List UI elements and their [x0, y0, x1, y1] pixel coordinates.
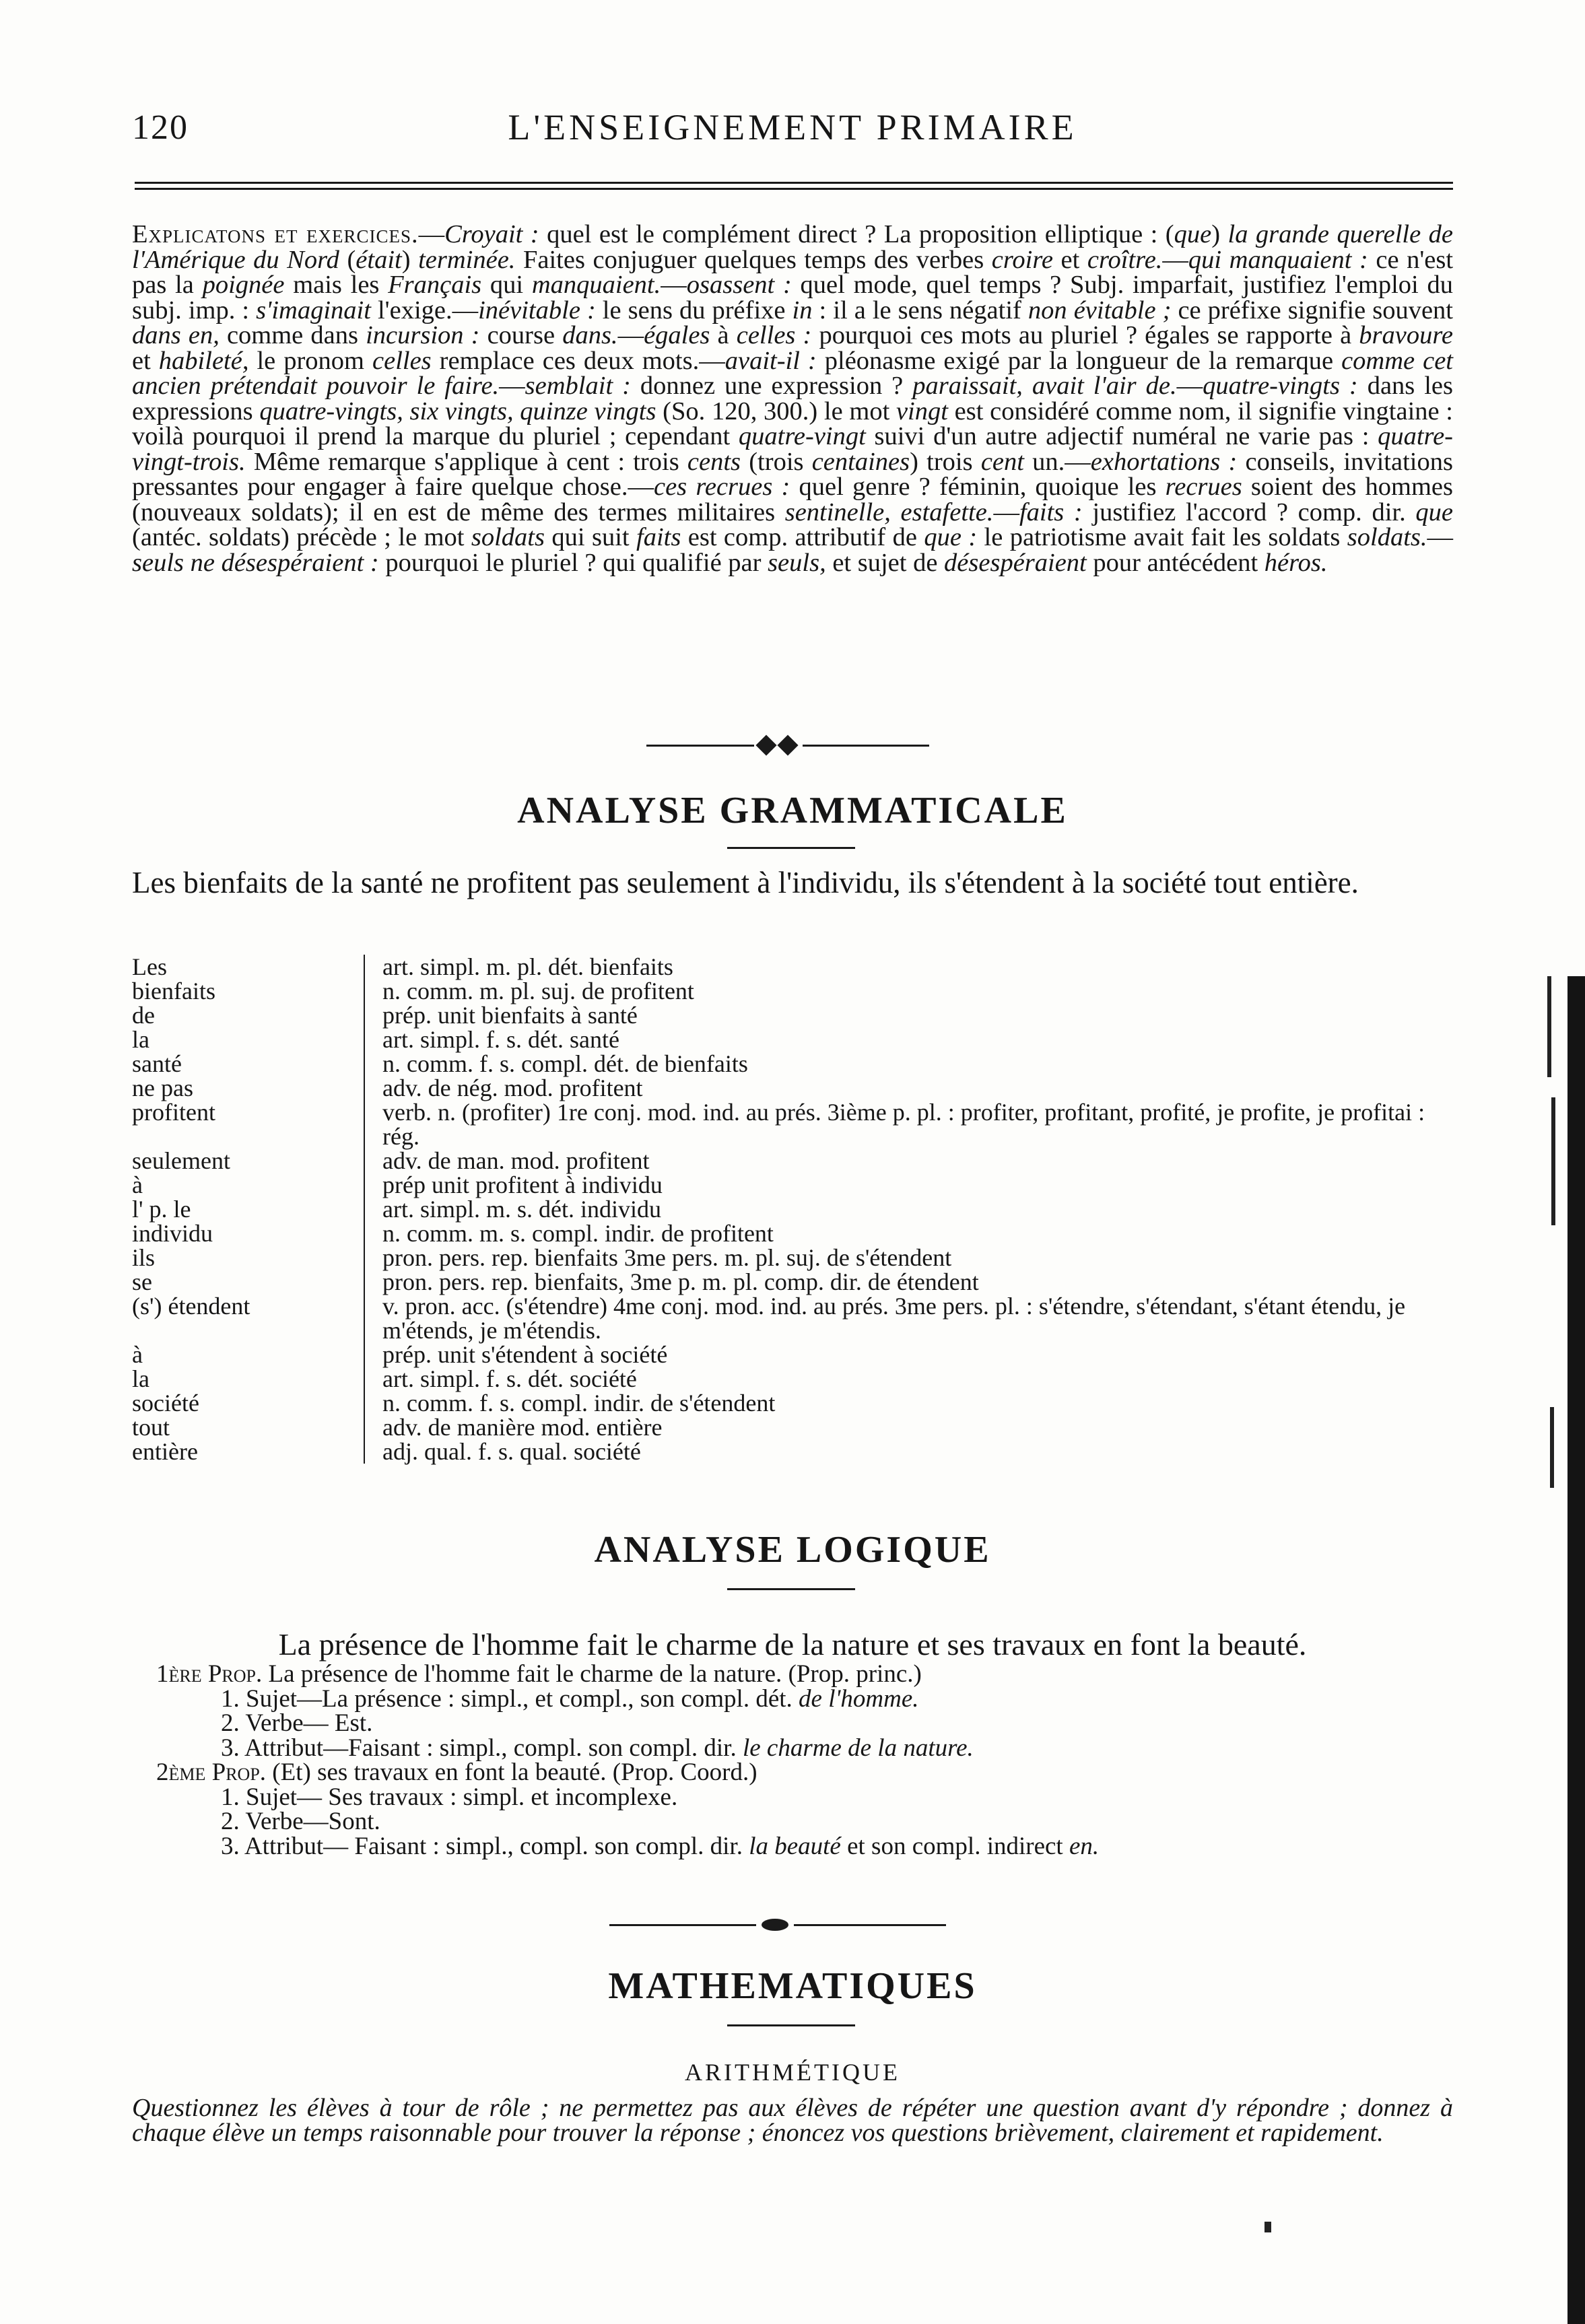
- explanation-run: centaines: [811, 447, 910, 476]
- scan-edge-tick: [1551, 1097, 1555, 1225]
- logical-analysis-line: [132, 1758, 1453, 1786]
- analyse-logique-sentence: La présence de l'homme fait le charme de la nature et ses travaux en font la beauté.: [278, 1627, 1307, 1662]
- word-analysis: n. comm. f. s. compl. indir. de s'étendent: [364, 1391, 1453, 1415]
- explanation-run: la grande querelle de l'Amérique du Nord: [132, 220, 1453, 274]
- logical-analysis-run: 2ème Prop.: [156, 1758, 267, 1786]
- analysis-row: [132, 1221, 1453, 1245]
- explanation-run: et sujet de: [825, 548, 945, 577]
- analyzed-word: profitent: [132, 1099, 215, 1126]
- explanations-body: [132, 220, 1453, 577]
- explanation-run: bravoure: [1359, 321, 1453, 349]
- analyzed-word: (s') étendent: [132, 1293, 250, 1320]
- scan-edge-tick: [1550, 1407, 1554, 1488]
- mathematiques-title: MATHEMATIQUES: [608, 1965, 977, 2007]
- explanation-run: le patriotisme avait fait les soldats: [977, 523, 1347, 551]
- page-number: 120: [132, 108, 189, 147]
- explanation-run: Français: [388, 271, 482, 299]
- explanation-run: un.—: [1023, 447, 1091, 476]
- explanation-run: dans les expressions: [132, 372, 1453, 425]
- word-analysis: n. comm. m. pl. suj. de profitent: [364, 979, 1453, 1003]
- word-analysis: adv. de man. mod. profitent: [364, 1149, 1453, 1173]
- logical-analysis-run: 2. Verbe—Sont.: [221, 1808, 380, 1835]
- analysis-row: [132, 979, 1453, 1003]
- analyzed-word: bienfaits: [132, 978, 215, 1004]
- explanation-run: pour antécédent: [1086, 548, 1264, 577]
- explanation-run: seuls ne désespéraient :: [132, 548, 379, 577]
- explanation-run: recrues: [1165, 473, 1242, 501]
- analysis-row: [132, 1415, 1453, 1439]
- analyzed-word: se: [132, 1268, 152, 1295]
- explanation-run: se rapporte à: [1209, 321, 1359, 349]
- explanation-run: mais les: [284, 271, 389, 299]
- explanation-run: à: [710, 321, 737, 349]
- explanation-run: que: [1174, 220, 1212, 248]
- explanation-run: conseils, invitations pressantes pour engager à faire quelque chose.—: [132, 447, 1453, 501]
- explanation-run: course: [479, 321, 563, 349]
- analyzed-word: l' p. le: [132, 1196, 191, 1223]
- explanation-run: qui manquaient :: [1188, 245, 1368, 274]
- logical-analysis-run: 2. Verbe— Est.: [221, 1709, 373, 1737]
- grammatical-analysis-table: [132, 955, 1453, 1464]
- explanation-run: qui: [481, 271, 532, 299]
- word-analysis: pron. pers. rep. bienfaits, 3me p. m. pl. comp. dir. de étendent: [364, 1270, 1453, 1294]
- explanation-run: —: [499, 372, 525, 400]
- explanations-paragraph: [132, 222, 1453, 576]
- analysis-row: [132, 1342, 1453, 1367]
- logical-analysis-line: [132, 1785, 1453, 1810]
- explanation-run: s'imaginait: [256, 296, 371, 324]
- word-analysis: verb. n. (profiter) 1re conj. mod. ind. au prés. 3ième p. pl. : profiter, profitant, profité, je profite, je profitai : rég.: [364, 1100, 1453, 1149]
- explanation-run: quatre-vingt-trois.: [132, 422, 1453, 476]
- header-rule-bottom: [135, 188, 1453, 190]
- analyzed-word: santé: [132, 1050, 182, 1077]
- separator-ornament: [762, 1919, 788, 1931]
- word-analysis: n. comm. f. s. compl. dét. de bienfaits: [364, 1052, 1453, 1076]
- analyzed-word: seulement: [132, 1147, 230, 1174]
- scan-edge: [1535, 976, 1585, 2324]
- word-analysis: v. pron. acc. (s'étendre) 4me conj. mod. ind. au prés. 3me pers. pl. : s'étendre, s'étendant, s'étant étendu, je m'étends, je m'étendis.: [364, 1294, 1453, 1342]
- explanation-run: soient des hommes (nouveaux soldats); il en est de même des termes militaires: [132, 473, 1454, 526]
- analyse-logique-title: ANALYSE LOGIQUE: [594, 1529, 991, 1571]
- explanation-run: —: [418, 220, 445, 248]
- analysis-row: [132, 1149, 1453, 1173]
- explanation-run: celles :: [736, 321, 812, 349]
- explanation-run: (: [339, 245, 356, 274]
- explanation-run: sentinelle, estafette.: [784, 498, 994, 526]
- explanation-run: manquaient.: [531, 271, 661, 299]
- analysis-row: [132, 1173, 1453, 1197]
- explanation-run: habileté,: [158, 346, 249, 375]
- analyzed-word: à: [132, 1341, 143, 1368]
- analyzed-word: de: [132, 1002, 155, 1029]
- explanation-run: désespéraient: [944, 548, 1087, 577]
- analysis-row: [132, 1197, 1453, 1221]
- analysis-row: [132, 1367, 1453, 1391]
- title-underline: [727, 1588, 855, 1590]
- explanation-run: —: [661, 271, 687, 299]
- analyzed-word: la: [132, 1026, 149, 1053]
- explanation-run: l'exige.—: [370, 296, 479, 324]
- explanation-run: le pronom: [248, 346, 373, 375]
- explanation-run: poignée: [202, 271, 285, 299]
- explanation-run: dans.: [562, 321, 618, 349]
- explanation-run: faits :: [1019, 498, 1083, 526]
- explanation-run: celles: [372, 346, 432, 375]
- analysis-row: [132, 955, 1453, 979]
- logical-analysis-lines: [132, 1662, 1453, 1859]
- explanation-run: donnez une expression ?: [630, 372, 913, 400]
- explanation-run: avait-il :: [724, 346, 817, 375]
- analysis-row: [132, 1052, 1453, 1076]
- print-mark: [1264, 2222, 1271, 2232]
- analysis-row: [132, 1076, 1453, 1100]
- explanation-run: quatre-vingt: [738, 422, 866, 450]
- explanation-run: vingt: [896, 397, 948, 425]
- explanation-run: —: [1427, 523, 1453, 551]
- explanations-lead: Explicatons et exercices.: [132, 220, 419, 248]
- logical-analysis-run: en.: [1069, 1832, 1100, 1860]
- logical-analysis-run: La présence de l'homme fait le charme de la nature. (Prop. princ.): [262, 1660, 922, 1688]
- explanation-run: quel mode, quel temps ? Subj. imparfait, justifiez l'emploi du subj. imp. :: [132, 271, 1453, 324]
- word-analysis: art. simpl. m. pl. dét. bienfaits: [364, 955, 1453, 979]
- explanation-run: soldats.: [1347, 523, 1427, 551]
- explanation-run: égales: [1145, 321, 1210, 349]
- explanation-run: comme cet ancien prétendait pouvoir le faire.: [132, 346, 1453, 400]
- explanation-run: semblait :: [525, 372, 631, 400]
- explanation-run: in: [792, 296, 813, 324]
- explanation-run: quel genre ? féminin, quoique les: [790, 473, 1166, 501]
- scan-edge-tick: [1547, 976, 1551, 1077]
- explanation-run: dans en,: [132, 321, 220, 349]
- explanation-run: : il a le sens négatif: [812, 296, 1028, 324]
- logical-analysis-run: 1. Sujet—La présence : simpl., et compl., son compl. dét.: [221, 1684, 799, 1713]
- separator-line-left: [609, 1924, 756, 1926]
- explanation-run: était: [356, 245, 402, 274]
- explanation-run: quatre-vingts, six vingts, quinze vingts: [259, 397, 656, 425]
- explanation-run: ) trois: [910, 447, 981, 476]
- explanation-run: ce n'est pas la: [132, 245, 1454, 299]
- explanation-run: cent: [980, 447, 1024, 476]
- analyzed-word: société: [132, 1390, 199, 1416]
- analysis-row: [132, 1003, 1453, 1027]
- word-analysis: prép. unit s'étendent à société: [364, 1342, 1453, 1367]
- word-analysis: art. simpl. f. s. dét. société: [364, 1367, 1453, 1391]
- explanation-run: ): [401, 245, 419, 274]
- explanation-run: est comp. attributif de: [681, 523, 924, 551]
- explanation-run: non évitable ;: [1027, 296, 1172, 324]
- explanation-run: pourquoi le pluriel ? qui qualifié par: [378, 548, 768, 577]
- explanation-run: inévitable :: [478, 296, 596, 324]
- explanation-run: terminée.: [418, 245, 516, 274]
- analysis-row: [132, 1294, 1453, 1342]
- analysis-row: [132, 1245, 1453, 1270]
- logical-analysis-line: [132, 1711, 1453, 1736]
- explanation-run: pourquoi ces mots au pluriel ?: [811, 321, 1145, 349]
- header-rule-top: [135, 182, 1453, 184]
- explanation-run: remplace ces deux mots.—: [431, 346, 725, 375]
- word-analysis: prép unit profitent à individu: [364, 1173, 1453, 1197]
- analyse-grammaticale-sentence: Les bienfaits de la santé ne profitent pas seulement à l'individu, ils s'étendent à la société tout entière.: [132, 866, 1359, 899]
- analyzed-word: ils: [132, 1244, 156, 1271]
- logical-analysis-run: 3. Attribut— Faisant : simpl., compl. son compl. dir.: [221, 1832, 749, 1860]
- explanation-run: —: [993, 498, 1019, 526]
- logical-analysis-line: [132, 1832, 1453, 1860]
- analysis-row: [132, 1439, 1453, 1464]
- explanation-run: quel est le complément direct ? La proposition elliptique : (: [539, 220, 1174, 248]
- logical-analysis-line: [132, 1684, 1453, 1713]
- analyzed-word: entière: [132, 1438, 198, 1465]
- explanation-run: Faites conjuguer quelques temps des verbes: [515, 245, 992, 274]
- running-title: L'ENSEIGNEMENT PRIMAIRE: [508, 107, 1077, 147]
- analyzed-word: Les: [132, 953, 167, 980]
- logical-analysis-run: 1ère Prop.: [156, 1660, 263, 1688]
- analysis-row: [132, 1270, 1453, 1294]
- explanation-run: le sens du préfixe: [595, 296, 792, 324]
- logical-analysis-run: et son compl. indirect: [840, 1832, 1069, 1860]
- explanation-run: ces recrues :: [653, 473, 790, 501]
- explanation-run: —: [617, 321, 644, 349]
- explanation-run: seuls,: [768, 548, 826, 577]
- explanation-run: soldats: [471, 523, 545, 551]
- explanation-run: quatre-vingts :: [1203, 372, 1358, 400]
- explanation-run: exhortations :: [1090, 447, 1238, 476]
- analyzed-word: individu: [132, 1220, 213, 1247]
- analyse-grammaticale-title: ANALYSE GRAMMATICALE: [517, 790, 1068, 831]
- logical-analysis-run: la beauté: [749, 1832, 841, 1860]
- explanation-run: suivi d'un autre adjectif numéral ne varie pas :: [865, 422, 1378, 450]
- explanation-run: ): [1211, 220, 1228, 248]
- arithmetique-subtitle: ARITHMÉTIQUE: [685, 2059, 900, 2086]
- word-analysis: adj. qual. f. s. qual. société: [364, 1439, 1453, 1464]
- explanation-run: faits: [636, 523, 681, 551]
- separator-ornament: [755, 734, 776, 755]
- logical-analysis-line: [132, 1736, 1453, 1761]
- explanation-run: que: [1415, 498, 1453, 526]
- separator-ornament: [777, 734, 798, 755]
- explanation-run: qui suit: [544, 523, 637, 551]
- scan-edge-band: [1567, 976, 1585, 2324]
- analysis-row: [132, 1391, 1453, 1415]
- logical-analysis-run: (Et) ses travaux en font la beauté. (Prop. Coord.): [266, 1758, 757, 1786]
- title-underline: [727, 847, 855, 849]
- logical-analysis-run: 1. Sujet— Ses travaux : simpl. et incomplexe.: [221, 1783, 678, 1811]
- explanation-run: héros.: [1264, 548, 1328, 577]
- explanation-run: incursion :: [366, 321, 480, 349]
- logical-analysis-line: [132, 1810, 1453, 1835]
- explanation-run: croître.: [1087, 245, 1163, 274]
- word-analysis: art. simpl. f. s. dét. santé: [364, 1027, 1453, 1052]
- explanation-run: est considéré comme nom, il signifie vingtaine : voilà pourquoi il prend la marque du pluriel ; cependant: [132, 397, 1453, 450]
- analyzed-word: tout: [132, 1414, 170, 1441]
- explanation-run: égales: [644, 321, 710, 349]
- explanation-run: —: [1162, 245, 1188, 274]
- explanation-run: osassent :: [686, 271, 792, 299]
- explanation-run: pléonasme exigé par la longueur de la remarque: [816, 346, 1342, 375]
- explanation-run: Même remarque s'applique à cent : trois: [245, 447, 687, 476]
- word-analysis: adv. de nég. mod. profitent: [364, 1076, 1453, 1100]
- explanation-run: comme dans: [219, 321, 366, 349]
- title-underline: [727, 2024, 855, 2026]
- explanation-run: paraissait, avait l'air de.: [912, 372, 1177, 400]
- arithmetique-instructions: Questionnez les élèves à tour de rôle ; ne permettez pas aux élèves de répéter une question avant d'y répondre ; donnez à chaque élève un temps raisonnable pour trouver la réponse ; énoncez vos questions brièvement, clairement et rapidement.: [132, 2094, 1453, 2147]
- explanation-run: croire: [991, 245, 1053, 274]
- logical-analysis-line: [132, 1662, 1453, 1687]
- explanation-run: ce préfixe signifie souvent: [1171, 296, 1453, 324]
- separator-line-right: [803, 745, 929, 747]
- explanation-run: et: [132, 346, 159, 375]
- section-separator: [609, 1912, 946, 1939]
- word-analysis: adv. de manière mod. entière: [364, 1415, 1453, 1439]
- analysis-row: [132, 1027, 1453, 1052]
- analyzed-word: à: [132, 1171, 143, 1198]
- analyzed-word: ne pas: [132, 1074, 193, 1101]
- explanation-run: cents: [687, 447, 741, 476]
- explanation-run: Croyait :: [444, 220, 539, 248]
- analyzed-word: la: [132, 1365, 149, 1392]
- explanation-run: (antéc. soldats) précède ; le mot: [132, 523, 471, 551]
- explanation-run: —: [1176, 372, 1203, 400]
- word-analysis: prép. unit bienfaits à santé: [364, 1003, 1453, 1027]
- logical-analysis-run: 3. Attribut—Faisant : simpl., compl. son compl. dir.: [221, 1734, 743, 1762]
- section-separator: [646, 732, 929, 759]
- word-analysis: pron. pers. rep. bienfaits 3me pers. m. pl. suj. de s'étendent: [364, 1245, 1453, 1270]
- explanation-run: justifiez l'accord ? comp. dir.: [1082, 498, 1416, 526]
- separator-line-left: [646, 745, 754, 747]
- word-analysis: art. simpl. m. s. dét. individu: [364, 1197, 1453, 1221]
- analysis-row: [132, 1100, 1453, 1149]
- separator-line-right: [794, 1924, 946, 1926]
- logical-analysis-run: de l'homme.: [799, 1684, 919, 1713]
- explanation-run: que :: [924, 523, 978, 551]
- explanation-run: (trois: [741, 447, 812, 476]
- explanation-run: (So. 120, 300.) le mot: [656, 397, 896, 425]
- word-analysis: n. comm. m. s. compl. indir. de profitent: [364, 1221, 1453, 1245]
- logical-analysis-run: le charme de la nature.: [742, 1734, 974, 1762]
- explanation-run: et: [1052, 245, 1087, 274]
